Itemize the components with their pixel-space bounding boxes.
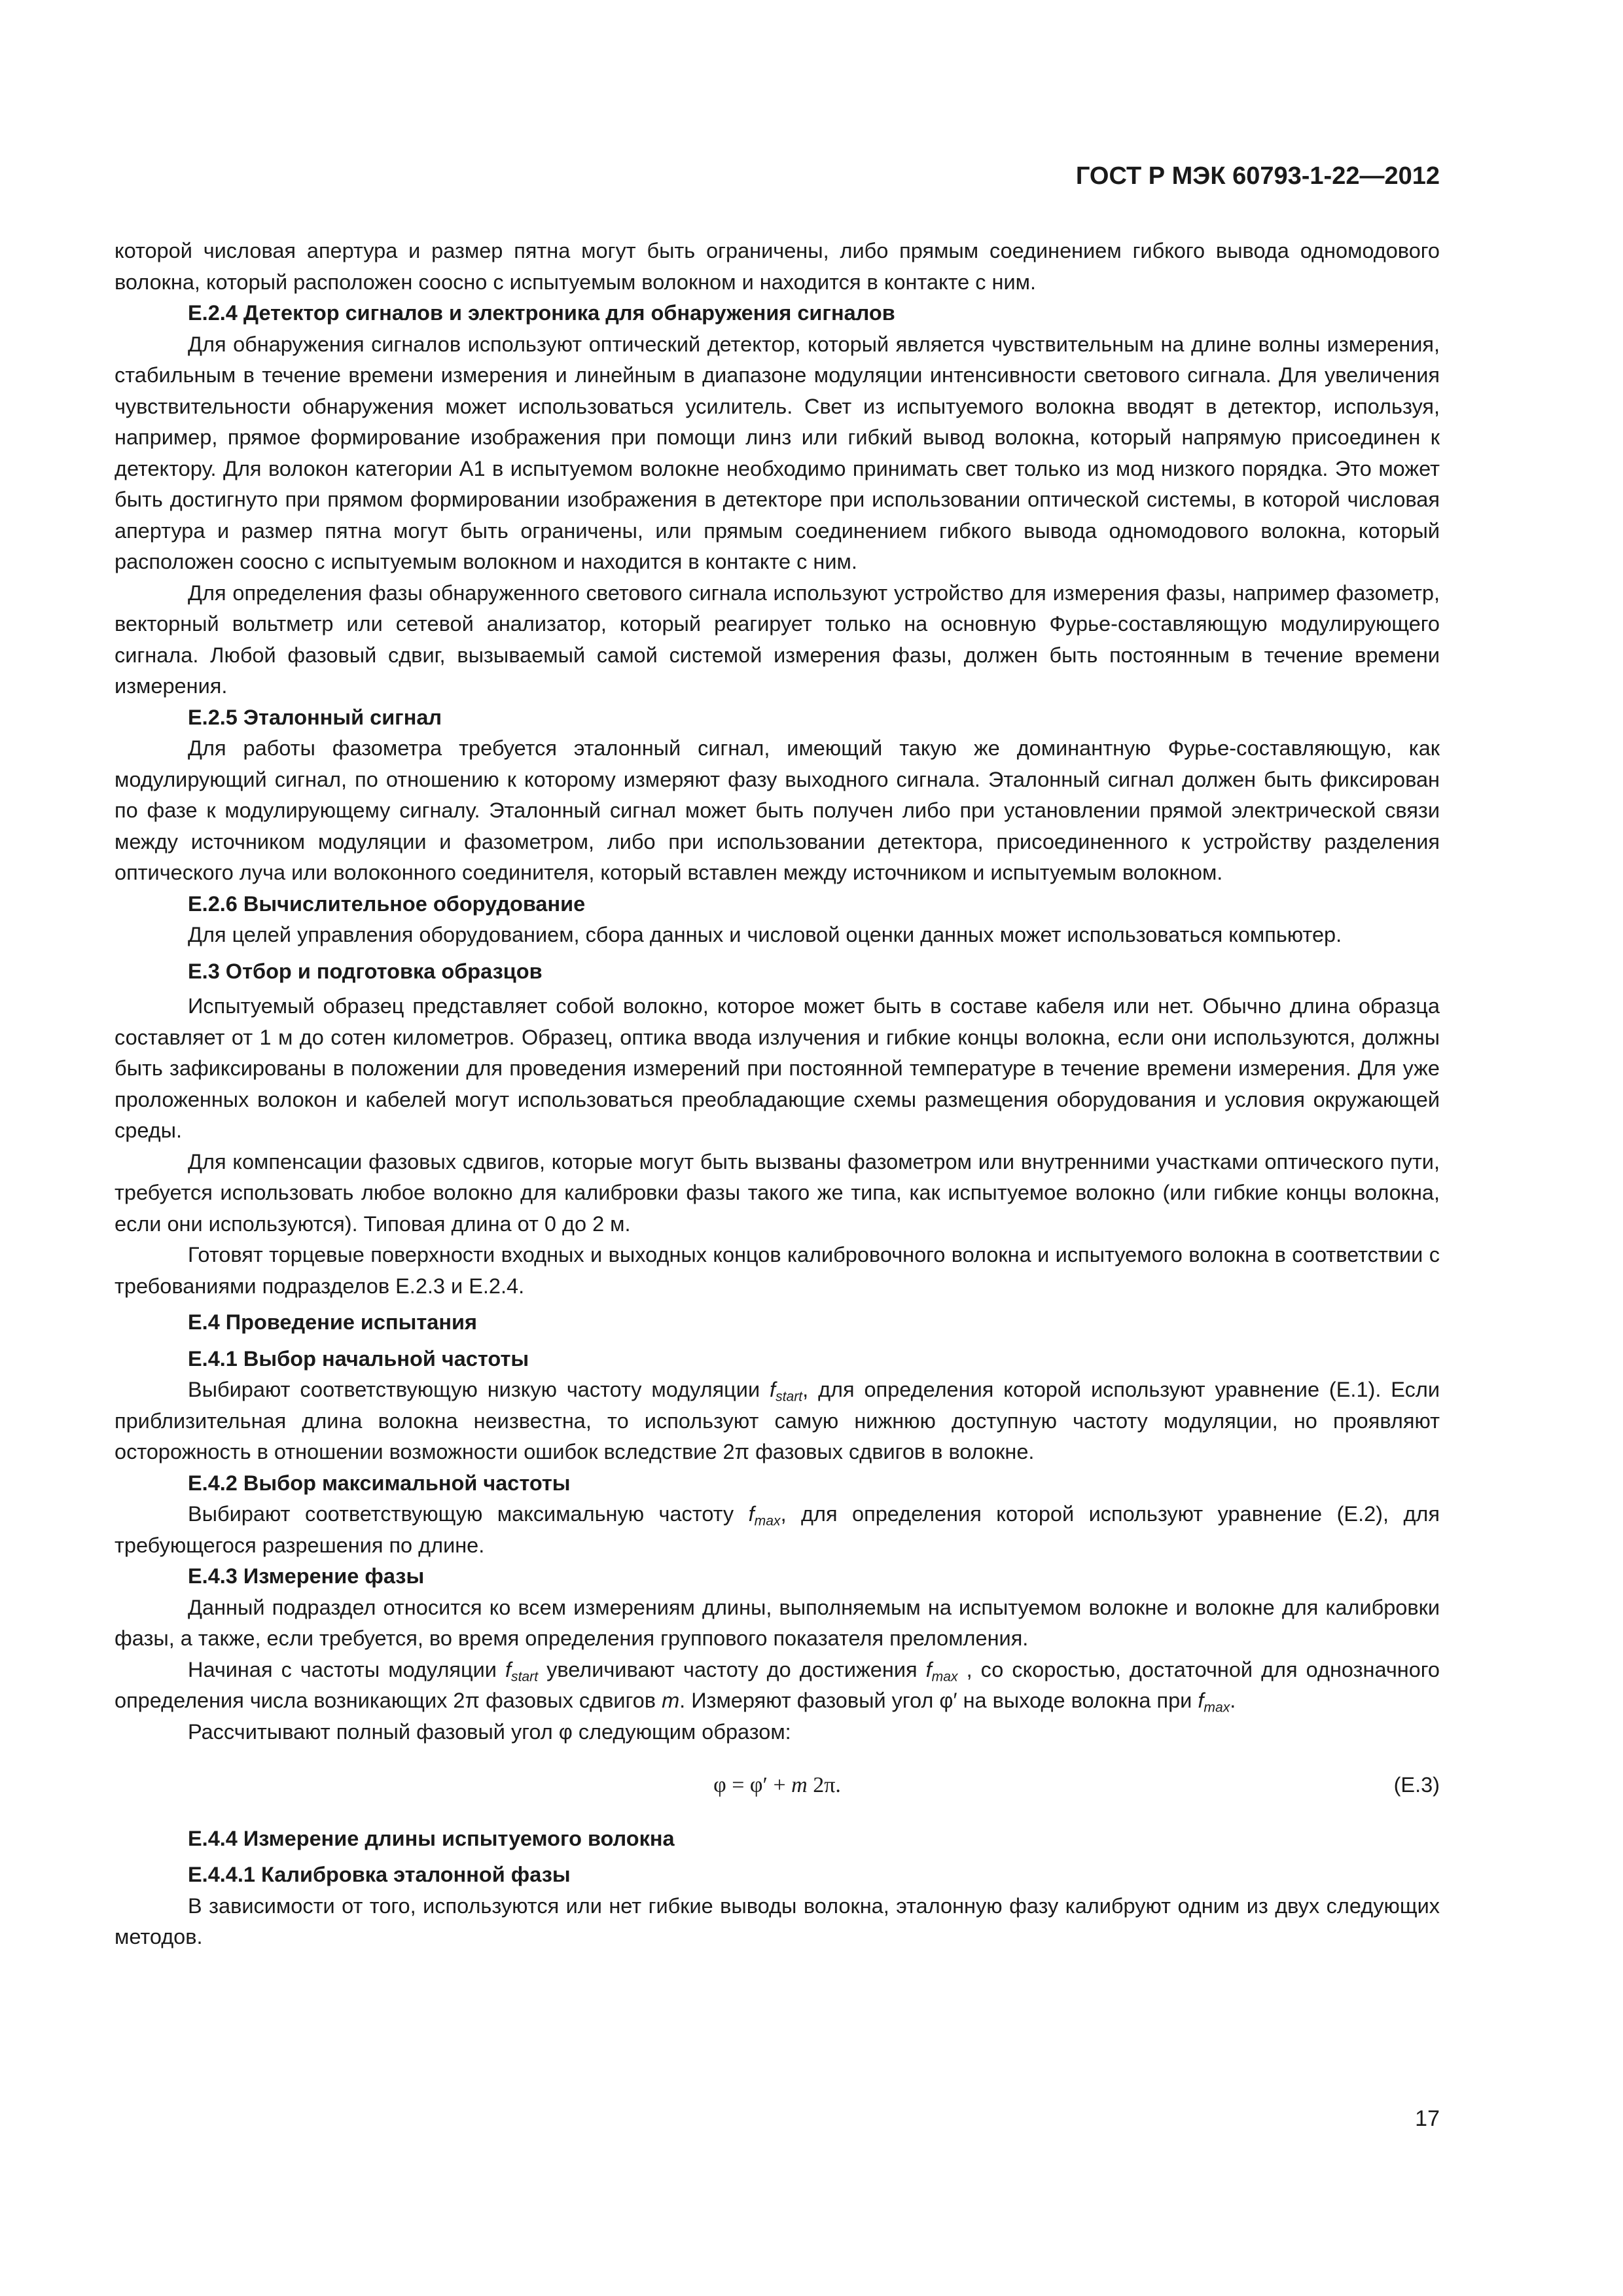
section-heading-e43: Е.4.3 Измерение фазы bbox=[188, 1564, 425, 1588]
paragraph-continued: которой числовая апертура и размер пятна могут быть ограничены, либо прямым соединением гибкого вывода одномодового волокна, который расположен соосно с испытуемым волокном и находится в контакте с ним. bbox=[115, 239, 1440, 294]
section-heading-e24: Е.2.4 Детектор сигналов и электроника для обнаружения сигналов bbox=[188, 301, 895, 325]
section-heading-e41: Е.4.1 Выбор начальной частоты bbox=[188, 1346, 529, 1371]
paragraph: Выбирают соответствующую максимальную частоту $f_{max}$, для определения которой используют уравнение (Е.2), для требующегося разрешения по длине. bbox=[115, 1502, 1440, 1557]
page-content bbox=[115, 236, 1440, 1953]
section-heading-e25: Е.2.5 Эталонный сигнал bbox=[188, 705, 442, 729]
section-heading-e42: Е.4.2 Выбор максимальной частоты bbox=[188, 1471, 571, 1495]
paragraph: Для определения фазы обнаруженного светового сигнала используют устройство для измерения фазы, например фазометр, векторный вольтметр или сетевой анализатор, который реагирует только на основную Фурье-составляющую модулирующего сигнала. Любой фазовый сдвиг, вызываемый самой системой измерения фазы, должен быть постоянным в течение времени измерения. bbox=[115, 581, 1440, 698]
section-heading-e4: Е.4 Проведение испытания bbox=[188, 1310, 477, 1334]
paragraph: Готовят торцевые поверхности входных и выходных концов калибровочного волокна и испытуемого волокна в соответствии с требованиями подразделов Е.2.3 и Е.2.4. bbox=[115, 1243, 1440, 1298]
page-number: 17 bbox=[1415, 2106, 1440, 2131]
paragraph: Для компенсации фазовых сдвигов, которые могут быть вызваны фазометром или внутренними участками оптического пути, требуется использовать любое волокно для калибровки фазы такого же типа, как испытуемое волокно (или гибкие концы волокна, если они используются). Типовая длина от 0 до 2 м. bbox=[115, 1149, 1440, 1236]
paragraph: Для обнаружения сигналов используют оптический детектор, который является чувствительным на длине волны измерения, стабильным в течение времени измерения и линейным в диапазоне модуляции интенсивности светового сигнала. Для увеличения чувствительности обнаружения может использоваться усилитель. Свет из испытуемого волокна вводят в детектор, используя, например, прямое формирование изображения при помощи линз или гибкий вывод волокна, который напрямую присоединен к детектору. Для волокон категории А1 в испытуемом волокне необходимо принимать свет только из мод низкого порядка. Это может быть достигнуто при прямом формировании изображения в детекторе при использовании оптической системы, в которой числовая апертура и размер пятна могут быть ограничены, или прямым соединением гибкого вывода одномодового волокна, который расположен соосно с испытуемым волокном и находится в контакте с ним. bbox=[115, 332, 1440, 573]
paragraph: Рассчитывают полный фазовый угол φ следующим образом: bbox=[188, 1719, 791, 1744]
paragraph: Данный подраздел относится ко всем измерениям длины, выполняемым на испытуемом волокне и волокне для калибровки фазы, а также, если требуется, во время определения группового показателя преломления. bbox=[115, 1595, 1440, 1650]
section-heading-e441: Е.4.4.1 Калибровка эталонной фазы bbox=[188, 1863, 571, 1886]
equation-e3 bbox=[115, 1770, 1440, 1801]
paragraph: Выбирают соответствующую низкую частоту модуляции $f_{start}$, для определения которой используют уравнение (Е.1). Если приблизительная длина волокна неизвестна, то используют самую нижнюю доступную частоту модуляции, но проявляют осторожность в отношении возможности ошибок вследствие 2π фазовых сдвигов в волокне. bbox=[115, 1378, 1440, 1463]
paragraph: Начиная с частоты модуляции $f_{start}$ увеличивают частоту до достижения $f_{max}$ , со скоростью, достаточной для однозначного определения числа возникающих 2π фазовых сдвигов m. Измеряют фазовый угол φ′ на выходе волокна при $f_{max}$. bbox=[115, 1657, 1440, 1715]
section-heading-e3: Е.3 Отбор и подготовка образцов bbox=[188, 959, 543, 983]
equation-number: (Е.3) bbox=[1393, 1773, 1440, 1797]
document-code-header: ГОСТ Р МЭК 60793-1-22—2012 bbox=[1075, 162, 1440, 190]
section-heading-e44: Е.4.4 Измерение длины испытуемого волокна bbox=[188, 1826, 675, 1850]
section-heading-e26: Е.2.6 Вычислительное оборудование bbox=[188, 891, 586, 916]
paragraph: Испытуемый образец представляет собой волокно, которое может быть в составе кабеля или нет. Обычно длина образца составляет от 1 м до сотен километров. Образец, оптика ввода излучения и гибкие концы волокна, если они используются, должны быть зафиксированы в положении для проведения измерений при постоянной температуре в течение времени измерения. Для уже проложенных волокон и кабелей могут использоваться преобладающие схемы размещения оборудования и условия окружающей среды. bbox=[115, 994, 1440, 1142]
equation-expression: φ = φ′ + m 2π. bbox=[713, 1773, 841, 1797]
paragraph: Для целей управления оборудованием, сбора данных и числовой оценки данных может использоваться компьютер. bbox=[188, 923, 1342, 946]
paragraph: Для работы фазометра требуется эталонный сигнал, имеющий такую же доминантную Фурье-составляющую, как модулирующий сигнал, по отношению к которому измеряют фазу выходного сигнала. Эталонный сигнал должен быть фиксирован по фазе к модулирующему сигналу. Эталонный сигнал может быть получен либо при установлении прямой электрической связи между источником модуляции и фазометром, либо при использовании детектора, присоединенного к устройству разделения оптического луча или волоконного соединителя, который вставлен между источником и испытуемым волокном. bbox=[115, 736, 1440, 884]
paragraph: В зависимости от того, используются или нет гибкие выводы волокна, эталонную фазу калибруют одним из двух следующих методов. bbox=[115, 1893, 1440, 1948]
